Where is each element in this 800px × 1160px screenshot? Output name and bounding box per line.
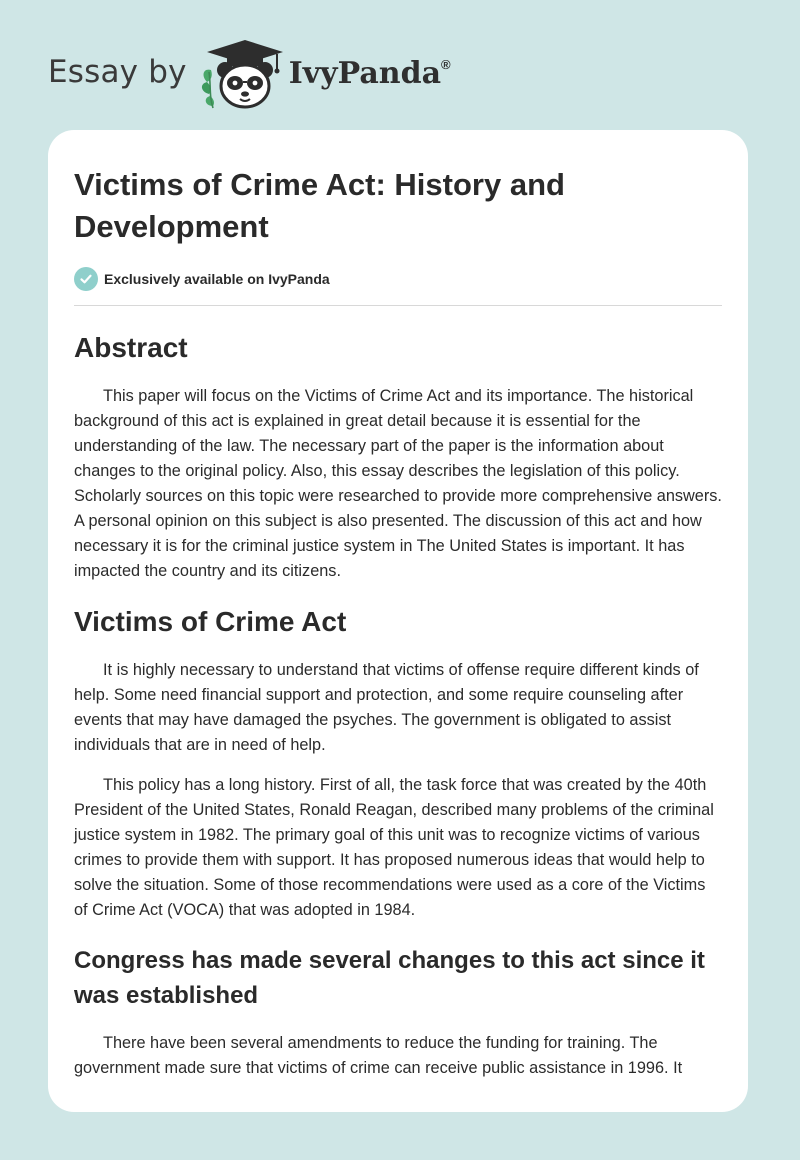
section-heading-abstract: Abstract: [74, 332, 188, 363]
essay-by-label: Essay by: [48, 54, 187, 90]
brand-text: IvyPanda: [288, 55, 442, 91]
registered-mark: ®: [441, 56, 451, 72]
essay-card: [48, 130, 748, 1112]
essay-title: Victims of Crime Act: History and Development: [74, 167, 565, 244]
exclusive-badge-label: Exclusively available on IvyPanda: [104, 271, 330, 287]
check-icon: [74, 267, 98, 291]
ivypanda-logo-icon[interactable]: [197, 36, 287, 112]
abstract-paragraph: This paper will focus on the Victims of Crime Act and its importance. The historical background of this act is explained in great detail because it is essential for the understanding of the law. The necessary part of the paper is the information about changes to the original policy. Also, this essay describes the legislation of this policy. Scholarly sources on this topic were researched to provide more comprehensive answers. A personal opinion on this subject is also presented. The discussion of this act and how necessary it is for the criminal justice system in The United States is important. It has impacted the country and its citizens.: [74, 387, 722, 580]
section-heading-congress-changes: Congress has made several changes to this act since it was established: [74, 947, 705, 1009]
section-heading-victims-of-crime-act: Victims of Crime Act: [74, 606, 347, 637]
body-paragraph: There have been several amendments to reduce the funding for training. The government made sure that victims of crime can receive public assistance in 1996. It: [74, 1034, 683, 1077]
body-paragraph: This policy has a long history. First of all, the task force that was created by the 40th President of the United States, Ronald Reagan, described many problems of the criminal justice system in 1982. The primary goal of this unit was to recognize victims of various crimes to provide them with support. It has proposed numerous ideas that would help to solve the situation. Some of those recommendations were used as a core of the Victims of Crime Act (VOCA) that was adopted in 1984.: [74, 776, 714, 919]
body-paragraph: It is highly necessary to understand that victims of offense require different kinds of help. Some need financial support and protection, and some require counseling after events that may have damaged the psyches. The government is obligated to assist individuals that are in need of help.: [74, 661, 699, 754]
site-header: [48, 34, 451, 114]
brand-name[interactable]: [289, 56, 451, 91]
exclusive-badge: [74, 267, 722, 291]
title-divider: [74, 305, 722, 306]
